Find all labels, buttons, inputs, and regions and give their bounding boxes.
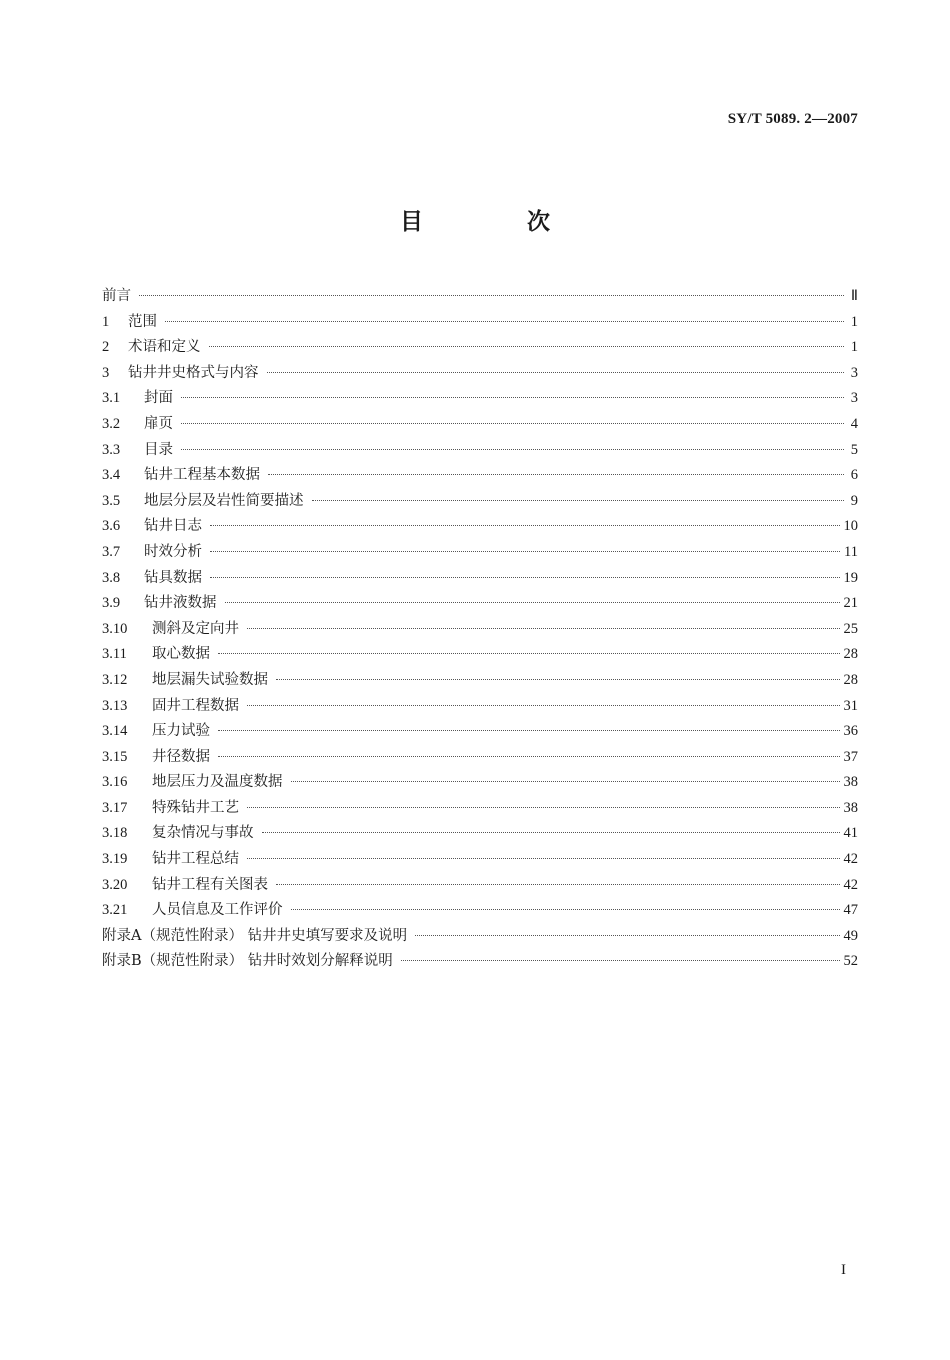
toc-entry-number: 3.12 — [102, 671, 128, 688]
dot-leader — [291, 909, 840, 910]
toc-entry[interactable] — [102, 873, 858, 899]
toc-entry-number: 3.2 — [102, 415, 121, 432]
toc-entry[interactable] — [102, 412, 858, 438]
toc-entry-label: 钻井工程总结 — [152, 851, 239, 868]
toc-entry-number: 3.13 — [102, 697, 128, 714]
toc-entry[interactable] — [102, 310, 858, 336]
toc-entry-number: 3.8 — [102, 569, 121, 586]
toc-entry-number: 3.7 — [102, 543, 121, 560]
toc-entry-label: 术语和定义 — [128, 339, 201, 356]
toc-entry[interactable] — [102, 489, 858, 515]
toc-entry-page: 1 — [850, 339, 858, 356]
dot-leader — [247, 807, 840, 808]
toc-entry-page: 11 — [844, 543, 858, 560]
toc-entry-page: 49 — [843, 927, 858, 944]
toc-entry-label: 复杂情况与事故 — [152, 825, 254, 842]
dot-leader — [209, 346, 845, 347]
toc-entry-number: 3.1 — [102, 390, 121, 407]
toc-entry-label: 钻井液数据 — [144, 595, 217, 612]
toc-entry-label: 压力试验 — [152, 723, 210, 740]
dot-leader — [247, 705, 840, 706]
toc-entry[interactable] — [102, 719, 858, 745]
toc-entry[interactable] — [102, 745, 858, 771]
toc-entry-label: 井径数据 — [152, 748, 210, 765]
toc-entry-page: 42 — [843, 851, 858, 868]
dot-leader — [210, 551, 840, 552]
toc-entry-label: 钻具数据 — [144, 569, 202, 586]
dot-leader — [267, 372, 845, 373]
toc-entry[interactable] — [102, 821, 858, 847]
toc-entry-label: 封面 — [144, 390, 173, 407]
toc-entry[interactable] — [102, 591, 858, 617]
toc-entry[interactable] — [102, 386, 858, 412]
toc-entry-label: 钻井井史格式与内容 — [128, 364, 259, 381]
toc-entry-page: 19 — [843, 569, 858, 586]
toc-entry-label: 范围 — [128, 313, 157, 330]
toc-entry-number: 3.20 — [102, 876, 128, 893]
toc-entry-label: 扉页 — [144, 415, 173, 432]
dot-leader — [225, 602, 840, 603]
dot-leader — [218, 730, 840, 731]
toc-entry-number: 3.15 — [102, 748, 128, 765]
toc-entry-number: 3.4 — [102, 467, 121, 484]
dot-leader — [401, 960, 840, 961]
toc-entry[interactable] — [102, 924, 858, 950]
toc-entry-number: 1 — [102, 313, 110, 330]
toc-entry-label: 附录A（规范性附录） 钻井井史填写要求及说明 — [102, 927, 408, 944]
toc-entry-page: 4 — [850, 415, 858, 432]
toc-entry-number: 2 — [102, 339, 110, 356]
toc-entry[interactable] — [102, 617, 858, 643]
toc-entry-number: 3.19 — [102, 851, 128, 868]
toc-entry-label: 地层压力及温度数据 — [152, 774, 283, 791]
dot-leader — [218, 653, 840, 654]
dot-leader — [181, 423, 844, 424]
toc-entry-page: 3 — [850, 364, 858, 381]
dot-leader — [210, 577, 840, 578]
toc-entry-label: 测斜及定向井 — [152, 620, 239, 637]
toc-entry[interactable] — [102, 540, 858, 566]
toc-entry[interactable] — [102, 284, 858, 310]
toc-entry-page: 37 — [843, 748, 858, 765]
page-number: I — [841, 1262, 846, 1278]
dot-leader — [262, 832, 840, 833]
toc-entry[interactable] — [102, 796, 858, 822]
toc-entry-page: 41 — [843, 825, 858, 842]
toc-entry-page: 21 — [843, 595, 858, 612]
dot-leader — [268, 474, 844, 475]
toc-entry[interactable] — [102, 898, 858, 924]
toc-entry-page: 42 — [843, 876, 858, 893]
toc-entry-number: 3.11 — [102, 646, 127, 663]
toc-entry-number: 3.16 — [102, 774, 128, 791]
standard-code: SY/T 5089. 2—2007 — [727, 111, 858, 127]
toc-entry-page: 3 — [850, 390, 858, 407]
toc-entry-page: 1 — [850, 313, 858, 330]
dot-leader — [312, 500, 845, 501]
toc-entry-number: 3.5 — [102, 492, 121, 509]
toc-entry-label: 目录 — [144, 441, 173, 458]
page-title: 目 次 — [399, 209, 598, 235]
dot-leader — [139, 295, 844, 296]
toc-entry[interactable] — [102, 847, 858, 873]
toc-entry-label: 时效分析 — [144, 543, 202, 560]
toc-entry-label: 钻井工程基本数据 — [144, 467, 260, 484]
toc-entry-label: 钻井日志 — [144, 518, 202, 535]
toc-entry-page: 6 — [850, 467, 858, 484]
toc-entry[interactable] — [102, 949, 858, 975]
toc-entry-number: 3.6 — [102, 518, 121, 535]
toc-entry-label: 地层分层及岩性简要描述 — [144, 492, 304, 509]
toc-entry[interactable] — [102, 770, 858, 796]
toc-entry-label: 地层漏失试验数据 — [152, 671, 268, 688]
toc-entry-label: 固井工程数据 — [152, 697, 239, 714]
dot-leader — [181, 397, 844, 398]
dot-leader — [291, 781, 840, 782]
dot-leader — [181, 449, 844, 450]
toc-entry-page: 52 — [843, 953, 858, 970]
toc-entry-number: 3.9 — [102, 595, 121, 612]
toc-entry-number: 3.21 — [102, 902, 128, 919]
toc-entry[interactable] — [102, 642, 858, 668]
toc-entry-label: 钻井工程有关图表 — [152, 876, 268, 893]
toc-entry-page: 9 — [850, 492, 858, 509]
toc-entry-page: 5 — [850, 441, 858, 458]
toc-entry-page: 38 — [843, 799, 858, 816]
dot-leader — [165, 321, 844, 322]
toc-entry[interactable] — [102, 361, 858, 387]
toc-entry-page: 38 — [843, 774, 858, 791]
toc-entry-page: 47 — [843, 902, 858, 919]
dot-leader — [276, 679, 840, 680]
dot-leader — [210, 525, 840, 526]
toc-entry-number: 3.14 — [102, 723, 128, 740]
toc-entry-label: 特殊钻井工艺 — [152, 799, 239, 816]
toc-entry-number: 3.3 — [102, 441, 121, 458]
toc-entry-page: 28 — [843, 646, 858, 663]
toc-entry-page: 10 — [843, 518, 858, 535]
toc-entry-number: 3.18 — [102, 825, 128, 842]
toc-entry-label: 取心数据 — [152, 646, 210, 663]
toc-entry-number: 3.17 — [102, 799, 128, 816]
toc-entry-label: 人员信息及工作评价 — [152, 902, 283, 919]
toc-entry-page: Ⅱ — [850, 288, 858, 304]
dot-leader — [415, 935, 839, 936]
toc-entry-page: 36 — [843, 723, 858, 740]
toc-entry-number: 3 — [102, 364, 110, 381]
dot-leader — [276, 884, 840, 885]
toc-entry[interactable] — [102, 463, 858, 489]
toc-entry[interactable] — [102, 694, 858, 720]
toc-entry-number: 3.10 — [102, 620, 128, 637]
toc-entry[interactable] — [102, 438, 858, 464]
toc-entry-label: 前言 — [102, 288, 131, 304]
toc-entry-page: 31 — [843, 697, 858, 714]
toc-entry-page: 25 — [843, 620, 858, 637]
toc-entry-label: 附录B（规范性附录） 钻井时效划分解释说明 — [102, 953, 393, 970]
dot-leader — [247, 628, 840, 629]
toc-entry[interactable] — [102, 668, 858, 694]
toc-entry[interactable] — [102, 566, 858, 592]
dot-leader — [247, 858, 840, 859]
dot-leader — [218, 756, 840, 757]
toc-entry-page: 28 — [843, 671, 858, 688]
table-of-contents — [102, 284, 858, 975]
toc-entry[interactable] — [102, 514, 858, 540]
toc-entry[interactable] — [102, 335, 858, 361]
